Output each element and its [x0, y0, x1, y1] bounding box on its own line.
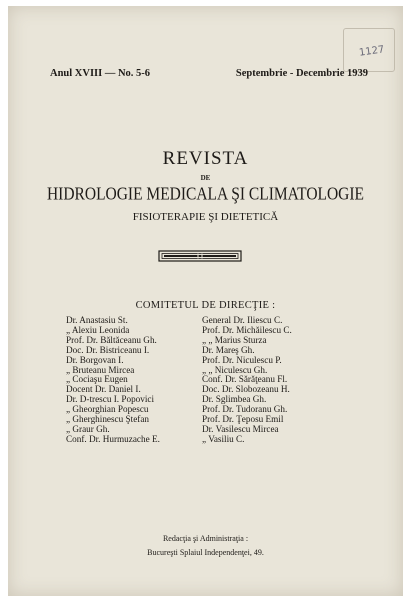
ornament-bar-icon: [158, 250, 242, 262]
committee-member: Dr. Vasilescu Mircea: [202, 423, 279, 434]
committee-member: „ Bruteanu Mircea: [66, 364, 135, 375]
committee-heading: COMITETUL DE DIRECŢIE :: [135, 300, 276, 311]
issue-number: Anul XVIII — No. 5-6: [50, 68, 151, 79]
editorial-office-address: Bucureşti Splaiul Independenţei, 49.: [147, 548, 264, 557]
committee-member: Dr. D-trescu I. Popovici: [66, 394, 155, 405]
committee-member: Prof. Dr. Ţeposu Emil: [202, 414, 284, 425]
committee-member: Doc. Dr. Bistriceanu I.: [66, 344, 150, 355]
committee-member: „ „ Marius Sturza: [202, 334, 267, 345]
committee-member: Dr. Borgovan I.: [66, 354, 124, 365]
journal-title: HIDROLOGIE MEDICALA ŞI CLIMATOLOGIE: [46, 184, 364, 205]
journal-label: REVISTA: [162, 148, 249, 169]
issue-line: [50, 68, 368, 79]
committee-member: „ Gherghinescu Ştefan: [66, 414, 150, 425]
committee-member: Dr. Sglimbea Gh.: [202, 394, 267, 405]
committee-member: Prof. Dr. Tudoranu Gh.: [202, 404, 288, 415]
committee-member: Conf. Dr. Sărăţeanu Fl.: [202, 374, 288, 385]
journal-subtitle: FISIOTERAPIE ŞI DIETETICĂ: [132, 211, 279, 223]
journal-cover: [8, 6, 403, 596]
committee-member: „ Gheorghian Popescu: [66, 404, 149, 415]
editorial-office-label: Redacţia şi Administraţia :: [162, 534, 249, 543]
committee-member: Conf. Dr. Hurmuzache E.: [66, 433, 160, 444]
committee-member: „ „ Niculescu Gh.: [202, 364, 268, 375]
committee-member: Doc. Dr. Slobozeanu H.: [202, 384, 290, 395]
committee-member: Prof. Dr. Michăilescu C.: [202, 324, 292, 335]
stamp-number: 1127: [358, 44, 386, 59]
committee-left-column: [66, 316, 160, 445]
committee-member: „ Vasiliu C.: [202, 433, 245, 444]
committee-member: Dr. Anastasiu St.: [66, 315, 128, 325]
committee-member: General Dr. Iliescu C.: [202, 315, 283, 325]
committee-member: Docent Dr. Daniel I.: [66, 384, 141, 395]
committee-right-column: [202, 316, 292, 445]
journal-connector: DE: [200, 174, 211, 182]
committee-member: Prof. Dr. Niculescu P.: [202, 354, 282, 365]
issue-period: Septembrie - Decembrie 1939: [235, 68, 368, 79]
committee-member: Dr. Mareş Gh.: [202, 344, 255, 355]
committee-member: Prof. Dr. Băltăceanu Gh.: [66, 334, 157, 345]
committee-member: „ Alexiu Leonida: [66, 324, 130, 335]
committee-member: „ Cociaşu Eugen: [66, 374, 128, 385]
committee-member: „ Graur Gh.: [66, 423, 110, 434]
